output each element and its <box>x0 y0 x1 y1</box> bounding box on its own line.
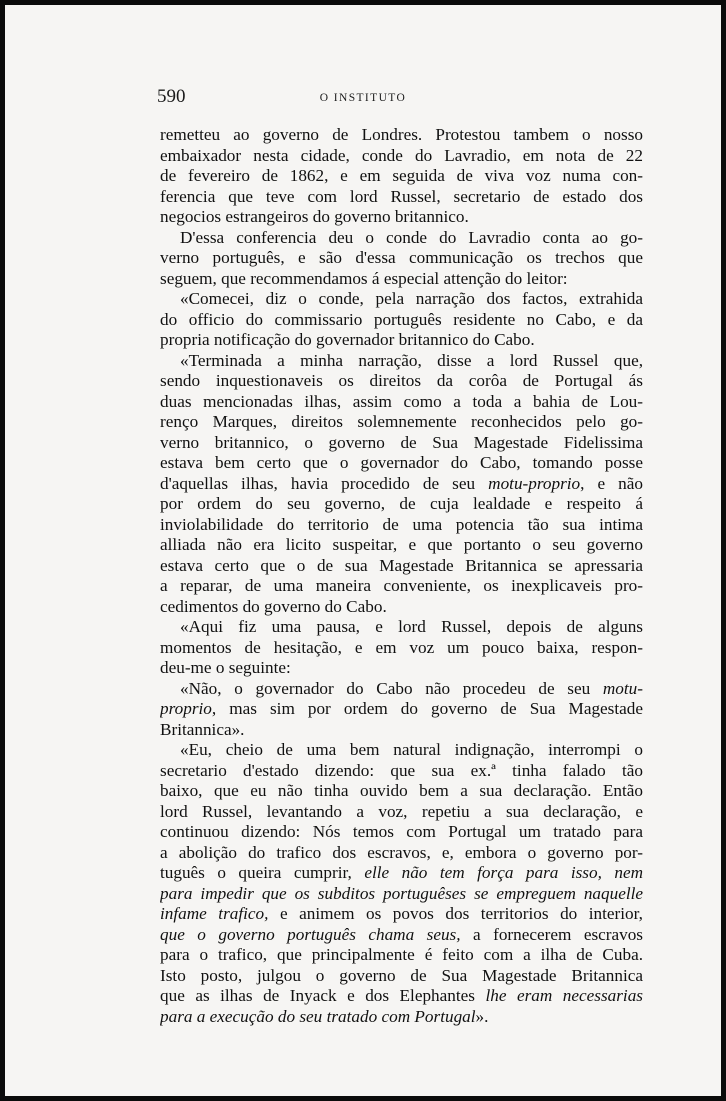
text-run: d'aquellas ilhas, havia procedido de seu <box>160 473 489 493</box>
book-page <box>5 5 721 1096</box>
text-line <box>160 925 643 946</box>
text-line <box>160 843 643 864</box>
text-line <box>160 781 643 802</box>
text-run: Isto posto, julgou o governo de Sua Magestade Britannica <box>160 965 643 985</box>
text-run: cedimentos do governo do Cabo. <box>160 596 387 616</box>
text-run: a abolição do trafico dos escravos, e, embora o governo por- <box>160 842 643 862</box>
text-line <box>160 269 643 290</box>
text-line <box>160 966 643 987</box>
text-line <box>160 535 643 556</box>
text-line <box>160 556 643 577</box>
text-run: ferencia que teve com lord Russel, secretario de estado dos <box>160 186 643 206</box>
running-title: O INSTITUTO <box>319 92 407 104</box>
text-line <box>160 289 643 310</box>
text-line <box>160 371 643 392</box>
text-run: «Comecei, diz o conde, pela narração dos factos, extrahida <box>180 289 643 308</box>
text-line <box>160 453 643 474</box>
text-line <box>160 638 643 659</box>
text-run: tuguês o queira cumprir, <box>160 863 365 882</box>
text-run: inviolabilidade do territorio de uma potencia tão sua intima <box>160 514 643 534</box>
text-run: D'essa conferencia deu o conde do Lavradio conta ao go- <box>180 227 643 247</box>
text-run: deu-me o seguinte: <box>160 658 291 677</box>
text-line <box>160 494 643 515</box>
text-line <box>160 699 643 720</box>
text-run: de fevereiro de 1862, e em seguida de viva voz numa con- <box>160 166 643 185</box>
text-run: que as ilhas de Inyack e dos Elephantes <box>160 986 486 1005</box>
text-line <box>160 207 643 228</box>
text-line <box>160 412 643 433</box>
text-line <box>160 617 643 638</box>
text-run: e animem os povos dos territorios do interior, <box>268 904 643 923</box>
text-line <box>160 740 643 761</box>
text-line <box>160 802 643 823</box>
text-run: a fornecerem escravos <box>460 924 643 944</box>
italic-run: motu-proprio <box>488 473 581 493</box>
text-line <box>160 597 643 618</box>
italic-run: para impedir que os subditos portuguêses se empreguem naquelle <box>160 883 643 903</box>
text-run: seguem, que recommendamos á especial attenção do leitor: <box>160 268 568 288</box>
italic-run: elle não tem força para isso, nem <box>364 863 643 882</box>
text-run: «Eu, cheio de uma bem natural indignação, interrompi o <box>180 740 643 759</box>
text-line <box>160 248 643 269</box>
text-line <box>160 187 643 208</box>
text-line <box>160 904 643 925</box>
text-run: negocios estrangeiros do governo britannico. <box>160 207 469 226</box>
text-run: baixo, que eu não tinha ouvido bem a sua declaração. Então <box>160 781 643 800</box>
text-run: alliada não era licito suspeitar, e que portanto o seu governo <box>160 535 643 554</box>
text-run: sendo inquestionaveis os direitos da corôa de Portugal ás <box>160 371 643 390</box>
text-line <box>160 474 643 495</box>
text-run: , mas sim por ordem do governo de Sua Magestade <box>211 699 643 718</box>
text-run: momentos de hesitação, e em voz um pouco baixa, respon- <box>160 637 643 657</box>
text-line <box>160 330 643 351</box>
body-text <box>160 125 643 1027</box>
text-run: do officio do commissario português residente no Cabo, e da <box>160 309 643 329</box>
text-line <box>160 166 643 187</box>
italic-run: que o governo português chama seus, <box>160 924 461 944</box>
text-line <box>160 125 643 146</box>
text-run: Britannica». <box>160 719 245 739</box>
text-line <box>160 351 643 372</box>
text-line <box>160 863 643 884</box>
text-run: «Não, o governador do Cabo não procedeu de seu <box>180 678 603 698</box>
page-header <box>5 82 721 112</box>
text-line <box>160 822 643 843</box>
text-run: a reparar, de uma maneira conveniente, os inexplicaveis pro- <box>160 576 643 595</box>
italic-run: motu- <box>602 678 643 698</box>
text-run: verno português, e são d'essa communicação os trechos que <box>160 248 643 267</box>
text-run: remetteu ao governo de Londres. Protestou tambem o nosso <box>160 125 643 144</box>
text-run: continuou dizendo: Nós temos com Portugal um tratado para <box>160 822 643 841</box>
text-line <box>160 884 643 905</box>
text-line <box>160 515 643 536</box>
italic-run: infame trafico, <box>160 904 269 923</box>
text-run: ». <box>475 1006 489 1026</box>
italic-run: lhe eram necessarias <box>485 986 643 1005</box>
text-run: embaixador nesta cidade, conde do Lavradio, em nota de 22 <box>160 145 643 165</box>
text-run: lord Russel, levantando a voz, repetiu a sua declaração, e <box>160 801 643 821</box>
text-line <box>160 228 643 249</box>
text-run: estava certo que o de sua Magestade Britannica se apressaria <box>160 555 643 575</box>
text-line <box>160 720 643 741</box>
text-line <box>160 310 643 331</box>
text-line <box>160 433 643 454</box>
text-run: secretario d'estado dizendo: que sua ex.ª tinha falado tão <box>160 760 643 780</box>
text-line <box>160 658 643 679</box>
page-number: 590 <box>157 86 186 107</box>
text-line <box>160 146 643 167</box>
text-run: estava bem certo que o governador do Cabo, tomando posse <box>160 453 643 472</box>
text-run: propria notificação do governador britannico do Cabo. <box>160 330 535 349</box>
text-run: , e não <box>580 473 643 493</box>
text-line <box>160 392 643 413</box>
text-run: duas mencionadas ilhas, assim como a toda a bahia de Lou- <box>160 391 643 411</box>
text-run: «Terminada a minha narração, disse a lord Russel que, <box>180 350 643 370</box>
text-run: renço Marques, direitos solemnemente reconhecidos pelo go- <box>160 412 643 431</box>
text-run: «Aqui fiz uma pausa, e lord Russel, depois de alguns <box>180 617 643 636</box>
text-line <box>160 576 643 597</box>
text-line <box>160 1007 643 1028</box>
text-run: por ordem do seu governo, de cuja lealdade e respeito á <box>160 494 643 513</box>
text-line <box>160 986 643 1007</box>
text-line <box>160 761 643 782</box>
italic-run: para a execução do seu tratado com Portugal <box>160 1006 476 1026</box>
text-line <box>160 679 643 700</box>
text-run: para o trafico, que principalmente é feito com a ilha de Cuba. <box>160 945 643 964</box>
text-run: verno britannico, o governo de Sua Magestade Fidelissima <box>160 432 643 452</box>
italic-run: proprio <box>160 699 212 718</box>
text-line <box>160 945 643 966</box>
